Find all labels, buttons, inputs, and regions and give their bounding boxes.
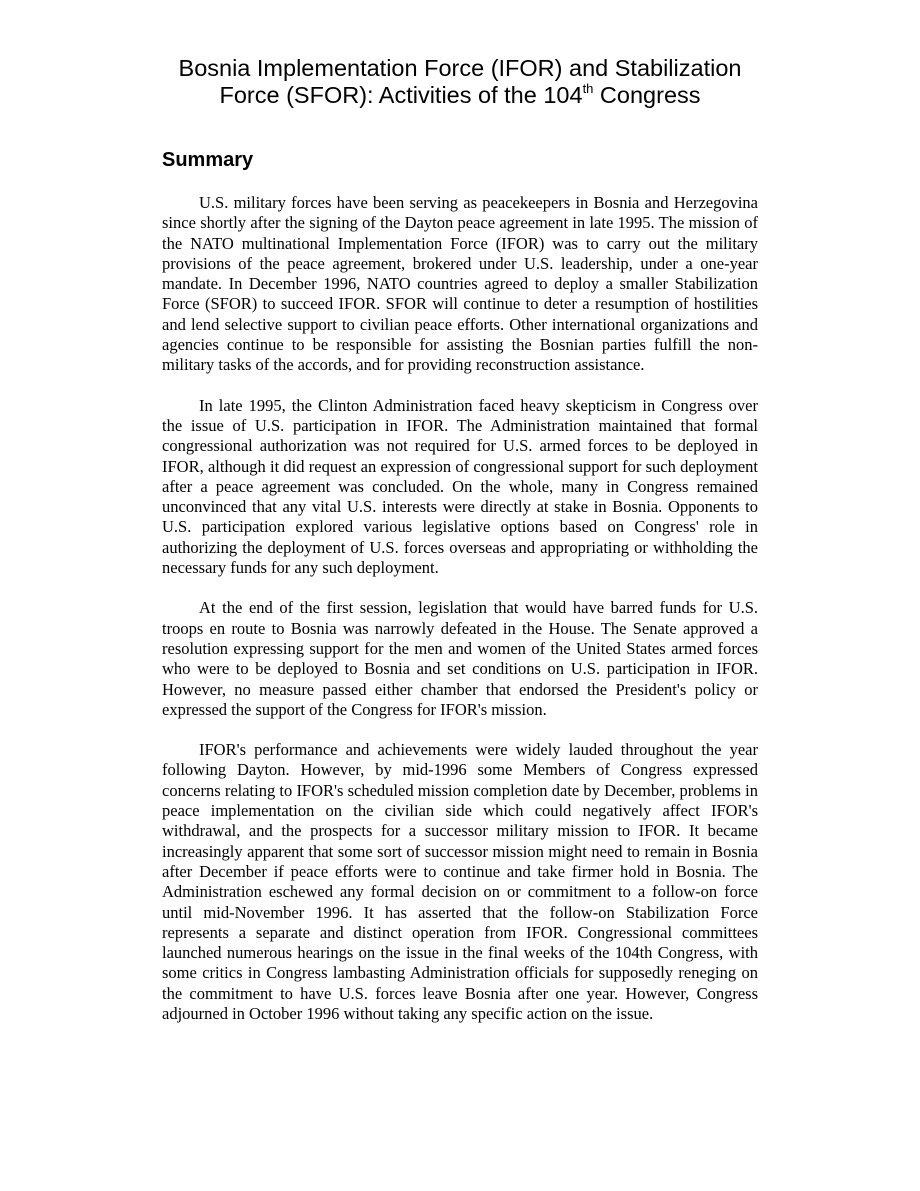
paragraph-3: At the end of the first session, legislation that would have barred funds for U.S. troops en route to Bosnia was narrowly defeated in the House. The Senate approved a resolution expressing support for the men and women of the United States armed forces who were to be deployed to Bosnia and set conditions on U.S. participation in IFOR. However, no measure passed either chamber that endorsed the President's policy or expressed the support of the Congress for IFOR's mission.	[162, 598, 758, 719]
title-line-2-end: Congress	[593, 82, 701, 108]
title-line-1: Bosnia Implementation Force (IFOR) and Stabilization	[178, 55, 742, 81]
paragraph-1: U.S. military forces have been serving as peacekeepers in Bosnia and Herzegovina since shortly after the signing of the Dayton peace agreement in late 1995. The mission of the NATO multinational Implementation Force (IFOR) was to carry out the military provisions of the peace agreement, brokered under U.S. leadership, under a one-year mandate. In December 1996, NATO countries agreed to deploy a smaller Stabilization Force (SFOR) to succeed IFOR. SFOR will continue to deter a resumption of hostilities and lend selective support to civilian peace efforts. Other international organizations and agencies continue to be responsible for assisting the Bosnian parties fulfill the non-military tasks of the accords, and for providing reconstruction assistance.	[162, 193, 758, 375]
summary-body	[162, 193, 758, 1044]
title-superscript: th	[582, 81, 594, 96]
paragraph-2: In late 1995, the Clinton Administration faced heavy skepticism in Congress over the issue of U.S. participation in IFOR. The Administration maintained that formal congressional authorization was not required for U.S. armed forces to be deployed in IFOR, although it did request an expression of congressional support for such deployment after a peace agreement was concluded. On the whole, many in Congress remained unconvinced that any vital U.S. interests were directly at stake in Bosnia. Opponents to U.S. participation explored various legislative options based on Congress' role in authorizing the deployment of U.S. forces overseas and appropriating or withholding the necessary funds for any such deployment.	[162, 395, 758, 578]
document-title	[120, 55, 800, 112]
paragraph-4: IFOR's performance and achievements were widely lauded throughout the year following Dayton. However, by mid-1996 some Members of Congress expressed concerns relating to IFOR's scheduled mission completion date by December, problems in peace implementation on the civilian side which could negatively affect IFOR's withdrawal, and the prospects for a successor military mission to IFOR. It became increasingly apparent that some sort of successor mission might need to remain in Bosnia after December if peace efforts were to continue and take firmer hold in Bosnia. The Administration eschewed any formal decision on or commitment to a follow-on force until mid-November 1996. It has asserted that the follow-on Stabilization Force represents a separate and distinct operation from IFOR. Congressional committees launched numerous hearings on the issue in the final weeks of the 104th Congress, with some critics in Congress lambasting Administration officials for supposedly reneging on the commitment to have U.S. forces leave Bosnia after one year. However, Congress adjourned in October 1996 without taking any specific action on the issue.	[162, 740, 758, 1023]
title-line-2: Force (SFOR): Activities of the 104	[219, 82, 583, 108]
section-heading-summary: Summary	[162, 149, 254, 171]
